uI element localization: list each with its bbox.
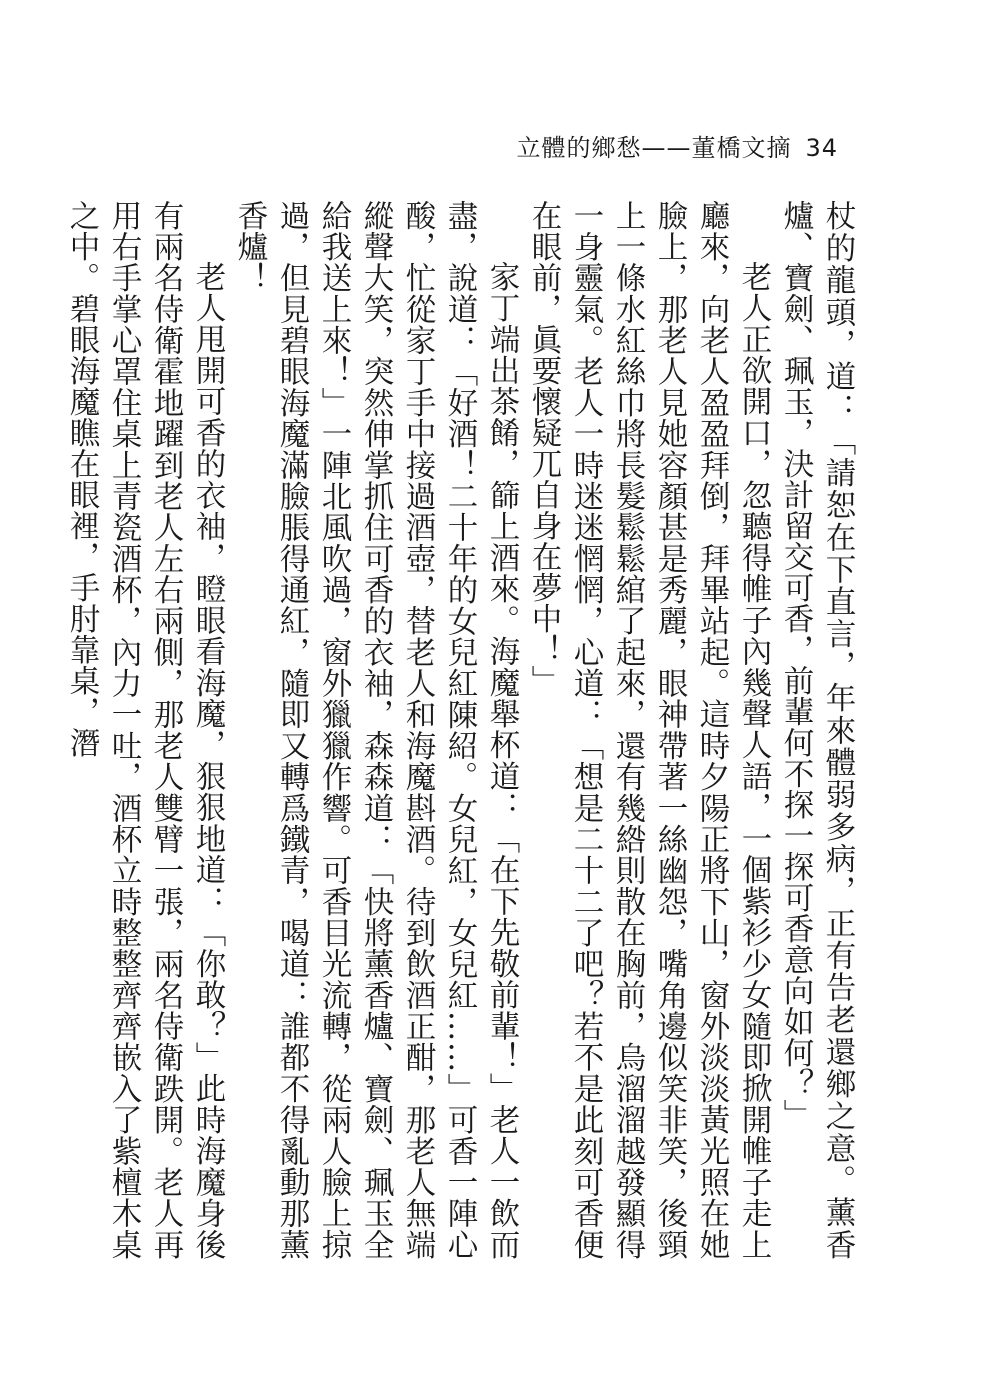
page-number: 34 [805,134,838,162]
paragraph-3: 家丁端出茶餚，篩上酒來。海魔舉杯道：「在下先敬前輩！」老人一飲而盡，說道：「好酒！二十年的女兒紅陳紹。女兒紅，女兒紅……」可香一陣心酸，忙從家丁手中接過酒壺，替老人和海魔斟酒。待到飲酒正酣，那老人無端縱聲大笑，突然伸掌抓住可香的衣袖，森森道：「快將薰香爐、寶劍、珮玉全給我送上來！」一陣北風吹過，窗外獵獵作響。可香目光流轉，從兩人臉上掠過，但見碧眼海魔滿臉脹得通紅，隨即又轉爲鐵青，喝道：誰都不得亂動那薰香爐！ [232,200,519,1260]
paragraph-4: 老人甩開可香的衣袖，瞪眼看海魔，狠狠地道：「你敢？」此時海魔身後有兩名侍衛霍地躍到老人左右兩側，那老人雙臂一張，兩名侍衛跌開。老人再用右手掌心罩住桌上青瓷酒杯，內力一吐，酒杯立時整整齊齊嵌入了紫檀木桌之中。碧眼海魔瞧在眼裡，手肘靠桌，潛 [64,200,225,1260]
paragraph-1: 杖的龍頭，道：「請恕在下直言，年來體弱多病，正有告老還鄉之意。薰香爐、寶劍、珮玉，決計留交可香，前輩何不探一探可香意向如何？」 [778,200,855,1260]
book-title: 立體的鄉愁——董橋文摘 [516,134,792,162]
paragraph-2: 老人正欲開口，忽聽得帷子內幾聲人語，一個紫衫少女隨即掀開帷子走上廳來，向老人盈盈拜倒，拜畢站起。這時夕陽正將下山，窗外淡淡黃光照在她臉上，那老人見她容顏甚是秀麗，眼神帶著一絲幽怨，嘴角邊似笑非笑，後頸上一條水紅絲巾將長髮鬆鬆綰了起來，還有幾綹則散在胸前，烏溜溜越發顯得一身靈氣。老人一時迷迷惘惘，心道：「想是二十二了吧？若不是此刻可香便在眼前，眞要懷疑兀自身在夢中！」 [526,200,771,1260]
running-header [516,128,838,163]
body-text [64,200,858,1260]
